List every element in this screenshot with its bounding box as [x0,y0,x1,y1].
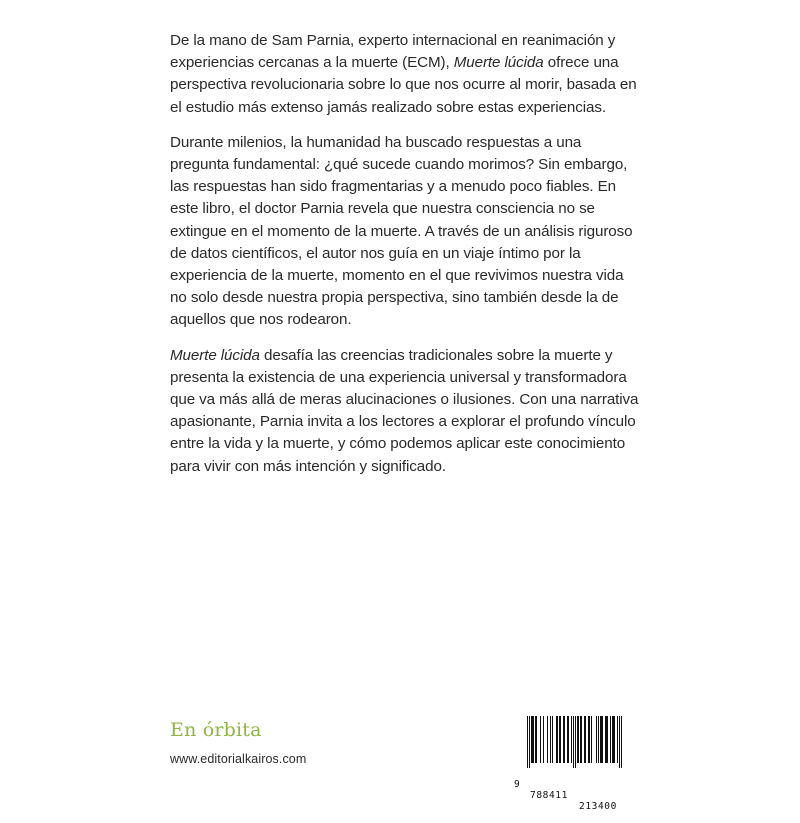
barcode-bar [613,716,614,763]
barcode-bar [575,716,576,768]
barcode-bar [605,716,606,763]
barcode-digits [514,768,629,823]
book-title-italic: Muerte lúcida [170,346,260,364]
barcode-bar [543,716,544,763]
barcode-bar [617,716,618,763]
barcode-bar [573,716,574,768]
barcode-bar [557,716,558,763]
barcode-bar [612,716,613,763]
barcode-bar [535,716,536,763]
barcode-bar [552,716,553,763]
barcode-bar [564,716,565,763]
barcode-bar [601,716,602,763]
barcode-bar [585,716,586,763]
barcode-left-digits: 788411 [530,790,568,801]
isbn-barcode [514,716,629,812]
barcode-bar [606,716,607,763]
barcode-bar [540,716,541,763]
barcode-bar [577,716,578,763]
back-cover-text [170,30,640,491]
barcode-bar [610,716,611,763]
barcode-bar [556,716,557,763]
barcode-bar [584,716,585,763]
barcode-bar [527,716,528,768]
barcode-bar [533,716,534,763]
barcode-bar [531,716,532,763]
barcode-bar [600,716,601,763]
barcode-bar [598,716,599,763]
barcode-bar [614,716,615,763]
barcode-bar [547,716,548,763]
paragraph [170,132,640,332]
publisher-website: www.editorialkairos.com [170,752,307,766]
barcode-bar [588,716,589,763]
barcode-bar [536,716,537,763]
paragraph-text: desafía las creencias tradicionales sobre la muerte y presenta la existencia de una experiencia universal y transformadora que va más allá de meras alucinaciones o ilusiones. Con una narrativa apasionante, Parnia invita a los lectores a explorar el profundo vínculo entre la vida y la muerte, y cómo podemos aplicar este conocimiento para vivir con más intención y significado. [170,346,639,475]
collection-name: En órbita [170,719,262,741]
barcode-bar [619,716,620,768]
barcode-bar [596,716,597,763]
book-title-italic: Muerte lúcida [453,54,544,72]
barcode-first-digit: 9 [514,779,520,790]
paragraph-text: ofrece una perspectiva revolucionaria sobre lo que nos ocurre al morir, basada en el estudio más extenso jamás realizado sobre estas experiencias. [170,54,637,116]
paragraph-text: De la mano de Sam Parnia, experto internacional en reanimación y experiencias cercanas a la muerte (ECM), [170,32,616,72]
barcode-bar [550,716,551,763]
barcode-bar [591,716,592,763]
barcode-bar [529,716,530,768]
barcode-bar [567,716,568,763]
paragraph-text: Durante milenios, la humanidad ha buscado respuestas a una pregunta fundamental: ¿qué sucede cuando morimos? Sin embargo, las respuestas han sido fragmentarias y a menudo poco fiables. En este libro, el doctor Parnia revela que nuestra consciencia no se extingue en el momento de la muerte. A través de un análisis riguroso de datos científicos, el autor nos guía en un viaje íntimo por la experiencia de la muerte, momento en el que revivimos nuestra vida no solo desde nuestra propia perspectiva, sino también desde la de aquellos que nos rodearon. [170,133,633,329]
barcode-bars [517,716,629,768]
barcode-bar [560,716,561,763]
barcode-bar [589,716,590,763]
barcode-bar [580,716,581,763]
barcode-bar [532,716,533,763]
barcode-bar [602,716,603,763]
barcode-bar [621,716,622,768]
barcode-bar [578,716,579,763]
barcode-bar [563,716,564,763]
barcode-bar [607,716,608,763]
barcode-bar [568,716,569,763]
barcode-bar [581,716,582,763]
barcode-bar [559,716,560,763]
paragraph [170,30,640,119]
paragraph [170,345,640,478]
barcode-right-digits: 213400 [579,801,617,812]
barcode-bar [571,716,572,763]
